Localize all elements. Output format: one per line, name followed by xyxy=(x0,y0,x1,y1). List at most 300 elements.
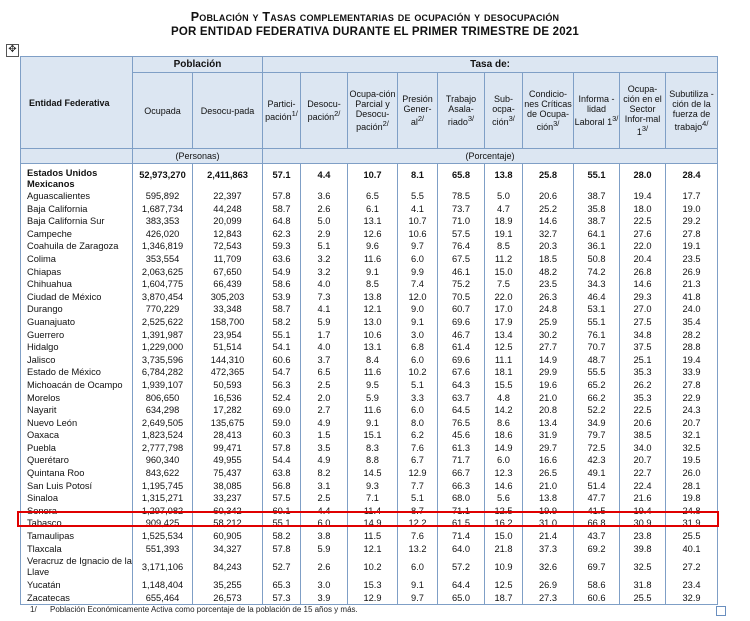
value-cell: 10.7 xyxy=(348,164,398,191)
entity-name-cell: Yucatán xyxy=(21,579,133,592)
value-cell: 9.1 xyxy=(348,417,398,430)
value-cell: 26.0 xyxy=(666,467,718,480)
value-cell: 44,248 xyxy=(193,203,263,216)
header-poblacion: Población xyxy=(133,57,263,73)
value-cell: 20.4 xyxy=(620,253,666,266)
value-cell: 11.5 xyxy=(348,530,398,543)
value-cell: 32.5 xyxy=(666,442,718,455)
value-cell: 19.4 xyxy=(620,505,666,518)
value-cell: 22.0 xyxy=(620,240,666,253)
value-cell: 65.2 xyxy=(574,379,620,392)
value-cell: 52.2 xyxy=(574,404,620,417)
table-row xyxy=(21,467,718,480)
value-cell: 9.1 xyxy=(348,266,398,279)
value-cell: 13.0 xyxy=(348,316,398,329)
value-cell: 70.5 xyxy=(438,291,485,304)
value-cell: 71.0 xyxy=(438,215,485,228)
entity-name-cell: Estado de México xyxy=(21,366,133,379)
value-cell: 50,593 xyxy=(193,379,263,392)
value-cell: 17,282 xyxy=(193,404,263,417)
value-cell: 18.6 xyxy=(485,429,523,442)
value-cell: 55.1 xyxy=(574,164,620,191)
value-cell: 52.7 xyxy=(263,555,301,579)
value-cell: 57.5 xyxy=(263,492,301,505)
value-cell: 59.3 xyxy=(263,240,301,253)
value-cell: 69.0 xyxy=(263,404,301,417)
value-cell: 6.0 xyxy=(485,454,523,467)
value-cell: 5.1 xyxy=(398,379,438,392)
table-row xyxy=(21,366,718,379)
value-cell: 21.6 xyxy=(620,492,666,505)
value-cell: 22,397 xyxy=(193,190,263,203)
value-cell: 13.4 xyxy=(523,417,574,430)
value-cell: 54.9 xyxy=(263,266,301,279)
value-cell: 1,604,775 xyxy=(133,278,193,291)
header-informalidad: Informa -lidad Laboral $1^{3/}$ xyxy=(574,73,620,149)
value-cell: 12.0 xyxy=(398,291,438,304)
value-cell: 2.5 xyxy=(301,379,348,392)
value-cell: 8.6 xyxy=(485,417,523,430)
table-row xyxy=(21,316,718,329)
value-cell: 20.6 xyxy=(523,190,574,203)
value-cell: 67,650 xyxy=(193,266,263,279)
table-row xyxy=(21,417,718,430)
value-cell: 58.2 xyxy=(263,316,301,329)
value-cell: 35.4 xyxy=(666,316,718,329)
entity-name-cell: Durango xyxy=(21,303,133,316)
value-cell: 28.0 xyxy=(620,164,666,191)
value-cell: 21.0 xyxy=(523,392,574,405)
table-row xyxy=(21,354,718,367)
value-cell: 66,439 xyxy=(193,278,263,291)
value-cell: 2,525,622 xyxy=(133,316,193,329)
value-cell: 25.2 xyxy=(523,203,574,216)
value-cell: 10.7 xyxy=(398,215,438,228)
value-cell: 3,735,596 xyxy=(133,354,193,367)
value-cell: 13.4 xyxy=(485,329,523,342)
value-cell: 843,622 xyxy=(133,467,193,480)
table-row xyxy=(21,266,718,279)
table-row xyxy=(21,341,718,354)
value-cell: 2,063,625 xyxy=(133,266,193,279)
header-parcial: Ocupa-ción Parcial y Desocu-pación$^{2/}$ xyxy=(348,73,398,149)
value-cell: 41.5 xyxy=(574,505,620,518)
value-cell: 1,195,745 xyxy=(133,480,193,493)
value-cell: 5.5 xyxy=(398,190,438,203)
value-cell: 27.8 xyxy=(666,379,718,392)
value-cell: 56.8 xyxy=(263,480,301,493)
entity-name-cell: Nayarit xyxy=(21,404,133,417)
value-cell: 2.5 xyxy=(301,492,348,505)
value-cell: 48.2 xyxy=(523,266,574,279)
value-cell: 54.4 xyxy=(263,454,301,467)
value-cell: 3.3 xyxy=(398,392,438,405)
value-cell: 6.0 xyxy=(398,354,438,367)
value-cell: 15.0 xyxy=(485,530,523,543)
value-cell: 6.5 xyxy=(348,190,398,203)
value-cell: 34.3 xyxy=(574,278,620,291)
value-cell: 27.5 xyxy=(620,316,666,329)
value-cell: 69.7 xyxy=(574,555,620,579)
value-cell: 353,554 xyxy=(133,253,193,266)
value-cell: 10.2 xyxy=(398,366,438,379)
value-cell: 8.4 xyxy=(348,354,398,367)
value-cell: 4.9 xyxy=(301,454,348,467)
value-cell: 1,229,000 xyxy=(133,341,193,354)
title-line-2: POR ENTIDAD FEDERATIVA DURANTE EL PRIMER TRIMESTRE DE 2021 xyxy=(171,26,579,38)
value-cell: 7.4 xyxy=(398,278,438,291)
value-cell: 27.7 xyxy=(523,341,574,354)
value-cell: 21.4 xyxy=(523,530,574,543)
entity-name-cell: Nuevo León xyxy=(21,417,133,430)
value-cell: 57.8 xyxy=(263,543,301,556)
value-cell: 64.1 xyxy=(574,228,620,241)
value-cell: 7.6 xyxy=(398,530,438,543)
value-cell: 19.4 xyxy=(620,190,666,203)
value-cell: 30.2 xyxy=(523,329,574,342)
value-cell: 64.8 xyxy=(263,215,301,228)
value-cell: 3.0 xyxy=(398,329,438,342)
value-cell: 61.5 xyxy=(438,517,485,530)
value-cell: 28.1 xyxy=(666,480,718,493)
table-row xyxy=(21,164,718,191)
value-cell: 1,391,987 xyxy=(133,329,193,342)
value-cell: 58.7 xyxy=(263,203,301,216)
table-row xyxy=(21,404,718,417)
value-cell: 12.3 xyxy=(485,467,523,480)
value-cell: 12,843 xyxy=(193,228,263,241)
value-cell: 62.3 xyxy=(263,228,301,241)
value-cell: 5.0 xyxy=(485,190,523,203)
value-cell: 60.6 xyxy=(263,354,301,367)
value-cell: 144,310 xyxy=(193,354,263,367)
value-cell: 53.1 xyxy=(574,303,620,316)
value-cell: 46.7 xyxy=(438,329,485,342)
value-cell: 27.8 xyxy=(666,228,718,241)
value-cell: 57.3 xyxy=(263,592,301,605)
value-cell: 30.9 xyxy=(620,517,666,530)
value-cell: 34.8 xyxy=(620,329,666,342)
value-cell: 50.8 xyxy=(574,253,620,266)
value-cell: 23,954 xyxy=(193,329,263,342)
value-cell: 22.7 xyxy=(620,467,666,480)
entity-name-cell: Tlaxcala xyxy=(21,543,133,556)
value-cell: 11.6 xyxy=(348,366,398,379)
value-cell: 5.6 xyxy=(485,492,523,505)
value-cell: 14.5 xyxy=(348,467,398,480)
value-cell: 7.7 xyxy=(398,480,438,493)
table-row xyxy=(21,555,718,579)
value-cell: 18.5 xyxy=(523,253,574,266)
value-cell: 16,536 xyxy=(193,392,263,405)
value-cell: 3,171,106 xyxy=(133,555,193,579)
value-cell: 34,327 xyxy=(193,543,263,556)
value-cell: 6.0 xyxy=(398,253,438,266)
header-ocupada: Ocupada xyxy=(133,73,193,149)
value-cell: 305,203 xyxy=(193,291,263,304)
value-cell: 20.7 xyxy=(666,417,718,430)
value-cell: 1,346,819 xyxy=(133,240,193,253)
value-cell: 64.5 xyxy=(438,404,485,417)
value-cell: 17.9 xyxy=(485,316,523,329)
value-cell: 54.7 xyxy=(263,366,301,379)
value-cell: 69.6 xyxy=(438,316,485,329)
value-cell: 4.4 xyxy=(301,164,348,191)
value-cell: 76.4 xyxy=(438,240,485,253)
value-cell: 51.4 xyxy=(574,480,620,493)
value-cell: 3.0 xyxy=(301,579,348,592)
entity-name-cell: Veracruz de Ignacio de la Llave xyxy=(21,555,133,579)
value-cell: 67.6 xyxy=(438,366,485,379)
units-personas: (Personas) xyxy=(133,149,263,164)
value-cell: 46.4 xyxy=(574,291,620,304)
value-cell: 27.3 xyxy=(523,592,574,605)
value-cell: 15.0 xyxy=(485,266,523,279)
value-cell: 5.1 xyxy=(301,240,348,253)
value-cell: 33.9 xyxy=(666,366,718,379)
value-cell: 9.3 xyxy=(348,480,398,493)
value-cell: 7.5 xyxy=(485,278,523,291)
value-cell: 21.8 xyxy=(485,543,523,556)
value-cell: 551,393 xyxy=(133,543,193,556)
value-cell: 59.0 xyxy=(263,417,301,430)
value-cell: 5.9 xyxy=(301,543,348,556)
value-cell: 69.6 xyxy=(438,354,485,367)
value-cell: 67.5 xyxy=(438,253,485,266)
value-cell: 13.8 xyxy=(348,291,398,304)
value-cell: 37.3 xyxy=(523,543,574,556)
value-cell: 64.4 xyxy=(438,579,485,592)
entity-name-cell: Colima xyxy=(21,253,133,266)
value-cell: 78.5 xyxy=(438,190,485,203)
value-cell: 43.7 xyxy=(574,530,620,543)
entity-name-cell: Estados Unidos Mexicanos xyxy=(21,164,133,191)
value-cell: 20.7 xyxy=(620,454,666,467)
value-cell: 11.4 xyxy=(348,505,398,518)
table-row xyxy=(21,190,718,203)
table-row xyxy=(21,480,718,493)
value-cell: 40.1 xyxy=(666,543,718,556)
value-cell: 19.4 xyxy=(666,354,718,367)
value-cell: 38,085 xyxy=(193,480,263,493)
value-cell: 770,229 xyxy=(133,303,193,316)
value-cell: 66.2 xyxy=(574,392,620,405)
table-row xyxy=(21,579,718,592)
value-cell: 65.8 xyxy=(438,164,485,191)
value-cell: 2.6 xyxy=(301,203,348,216)
value-cell: 12.9 xyxy=(348,592,398,605)
value-cell: 68.0 xyxy=(438,492,485,505)
value-cell: 3.8 xyxy=(301,530,348,543)
value-cell: 383,353 xyxy=(133,215,193,228)
value-cell: 16.6 xyxy=(523,454,574,467)
value-cell: 8.2 xyxy=(301,467,348,480)
value-cell: 56.3 xyxy=(263,379,301,392)
value-cell: 57.8 xyxy=(263,442,301,455)
entity-name-cell: Zacatecas xyxy=(21,592,133,605)
value-cell: 634,298 xyxy=(133,404,193,417)
value-cell: 1,148,404 xyxy=(133,579,193,592)
value-cell: 12.5 xyxy=(485,579,523,592)
value-cell: 21.3 xyxy=(666,278,718,291)
value-cell: 35.8 xyxy=(574,203,620,216)
value-cell: 8.8 xyxy=(348,454,398,467)
value-cell: 10.2 xyxy=(348,555,398,579)
table-row xyxy=(21,329,718,342)
value-cell: 1,939,107 xyxy=(133,379,193,392)
value-cell: 24.0 xyxy=(666,303,718,316)
value-cell: 13.2 xyxy=(398,543,438,556)
value-cell: 55.1 xyxy=(574,316,620,329)
value-cell: 14.6 xyxy=(485,480,523,493)
value-cell: 13.1 xyxy=(348,341,398,354)
entity-name-cell: Hidalgo xyxy=(21,341,133,354)
value-cell: 14.6 xyxy=(620,278,666,291)
entity-name-cell: Morelos xyxy=(21,392,133,405)
value-cell: 41.8 xyxy=(666,291,718,304)
entity-name-cell: Baja California Sur xyxy=(21,215,133,228)
value-cell: 2,649,505 xyxy=(133,417,193,430)
value-cell: 28.4 xyxy=(666,164,718,191)
value-cell: 23.5 xyxy=(523,278,574,291)
value-cell: 10.6 xyxy=(398,228,438,241)
value-cell: 60.7 xyxy=(438,303,485,316)
value-cell: 23.4 xyxy=(666,579,718,592)
entity-name-cell: San Luis Potosí xyxy=(21,480,133,493)
value-cell: 28.2 xyxy=(666,329,718,342)
value-cell: 16.2 xyxy=(485,517,523,530)
value-cell: 70.7 xyxy=(574,341,620,354)
value-cell: 15.1 xyxy=(348,429,398,442)
value-cell: 11.6 xyxy=(348,253,398,266)
value-cell: 33,348 xyxy=(193,303,263,316)
value-cell: 52.4 xyxy=(263,392,301,405)
header-asalariado: Trabajo Asala-riado$^{3/}$ xyxy=(438,73,485,149)
value-cell: 99,471 xyxy=(193,442,263,455)
value-cell: 66.8 xyxy=(574,517,620,530)
header-tasa: Tasa de: xyxy=(263,57,718,73)
value-cell: 23.8 xyxy=(620,530,666,543)
table-row xyxy=(21,303,718,316)
value-cell: 53.9 xyxy=(263,291,301,304)
entity-name-cell: Tamaulipas xyxy=(21,530,133,543)
value-cell: 71.1 xyxy=(438,505,485,518)
value-cell: 19.8 xyxy=(666,492,718,505)
value-cell: 17.7 xyxy=(666,190,718,203)
value-cell: 15.5 xyxy=(485,379,523,392)
value-cell: 14.9 xyxy=(348,517,398,530)
header-subutilizacion: Subutiliza -ción de la fuerza de trabajo$^{4/}$ xyxy=(666,73,718,149)
value-cell: 6.0 xyxy=(398,555,438,579)
value-cell: 29.9 xyxy=(523,366,574,379)
value-cell: 12.1 xyxy=(348,543,398,556)
value-cell: 1,297,082 xyxy=(133,505,193,518)
value-cell: 9.5 xyxy=(348,379,398,392)
value-cell: 4.8 xyxy=(485,392,523,405)
title-line-1: Población y Tasas complementarias de ocupación y desocupación xyxy=(190,10,560,24)
value-cell: 31.9 xyxy=(666,517,718,530)
value-cell: 960,340 xyxy=(133,454,193,467)
value-cell: 9.7 xyxy=(398,592,438,605)
value-cell: 14.9 xyxy=(485,442,523,455)
value-cell: 65.0 xyxy=(438,592,485,605)
entity-name-cell: Campeche xyxy=(21,228,133,241)
value-cell: 64.0 xyxy=(438,543,485,556)
table-row xyxy=(21,291,718,304)
value-cell: 655,464 xyxy=(133,592,193,605)
value-cell: 32.1 xyxy=(666,429,718,442)
value-cell: 17.0 xyxy=(485,303,523,316)
value-cell: 74.2 xyxy=(574,266,620,279)
value-cell: 48.7 xyxy=(574,354,620,367)
value-cell: 3.7 xyxy=(301,354,348,367)
value-cell: 6.2 xyxy=(398,429,438,442)
footnote: Población Económicamente Activa como porcentaje de la población de 15 años y más. xyxy=(50,605,358,614)
value-cell: 12.6 xyxy=(348,228,398,241)
value-cell: 26.3 xyxy=(523,291,574,304)
value-cell: 13.8 xyxy=(485,164,523,191)
value-cell: 10.9 xyxy=(485,555,523,579)
value-cell: 10.6 xyxy=(348,329,398,342)
table-row xyxy=(21,454,718,467)
value-cell: 8.3 xyxy=(348,442,398,455)
value-cell: 2.6 xyxy=(301,555,348,579)
value-cell: 13.8 xyxy=(523,492,574,505)
value-cell: 3.1 xyxy=(301,480,348,493)
value-cell: 25.9 xyxy=(523,316,574,329)
data-table xyxy=(20,56,718,605)
header-desocupacion: Desocu-pación$^{2/}$ xyxy=(301,73,348,149)
value-cell: 76.1 xyxy=(574,329,620,342)
value-cell: 84,243 xyxy=(193,555,263,579)
value-cell: 1,823,524 xyxy=(133,429,193,442)
value-cell: 8.5 xyxy=(485,240,523,253)
value-cell: 35,255 xyxy=(193,579,263,592)
value-cell: 25.1 xyxy=(620,354,666,367)
value-cell: 3.2 xyxy=(301,266,348,279)
value-cell: 29.7 xyxy=(523,442,574,455)
header-sector-informal: Ocupa-ción en el Sector Infor-mal $1^{3/}$ xyxy=(620,73,666,149)
entity-name-cell: Querétaro xyxy=(21,454,133,467)
value-cell: 31.8 xyxy=(620,579,666,592)
value-cell: 71.7 xyxy=(438,454,485,467)
value-cell: 4.7 xyxy=(485,203,523,216)
value-cell: 79.7 xyxy=(574,429,620,442)
value-cell: 24.3 xyxy=(666,404,718,417)
table-row xyxy=(21,505,718,518)
value-cell: 25.8 xyxy=(523,164,574,191)
value-cell: 3.9 xyxy=(301,592,348,605)
value-cell: 18.0 xyxy=(620,203,666,216)
value-cell: 32.5 xyxy=(620,555,666,579)
value-cell: 6.7 xyxy=(398,454,438,467)
header-presion: Presión Gener-$al^{2/}$ xyxy=(398,73,438,149)
entity-name-cell: Coahuila de Zaragoza xyxy=(21,240,133,253)
value-cell: 22.5 xyxy=(620,404,666,417)
move-icon[interactable]: ✥ xyxy=(6,44,19,57)
value-cell: 63.6 xyxy=(263,253,301,266)
resize-handle[interactable] xyxy=(716,606,726,616)
header-participacion: Partici-pación$^{1/}$ xyxy=(263,73,301,149)
value-cell: 11.6 xyxy=(348,404,398,417)
table-row xyxy=(21,379,718,392)
header-criticas: Condicio-nes Críticas de Ocupa-ción$^{3/}$ xyxy=(523,73,574,149)
entity-name-cell: Guerrero xyxy=(21,329,133,342)
value-cell: 58.2 xyxy=(263,530,301,543)
value-cell: 65.3 xyxy=(263,579,301,592)
value-cell: 22.9 xyxy=(666,392,718,405)
value-cell: 806,650 xyxy=(133,392,193,405)
